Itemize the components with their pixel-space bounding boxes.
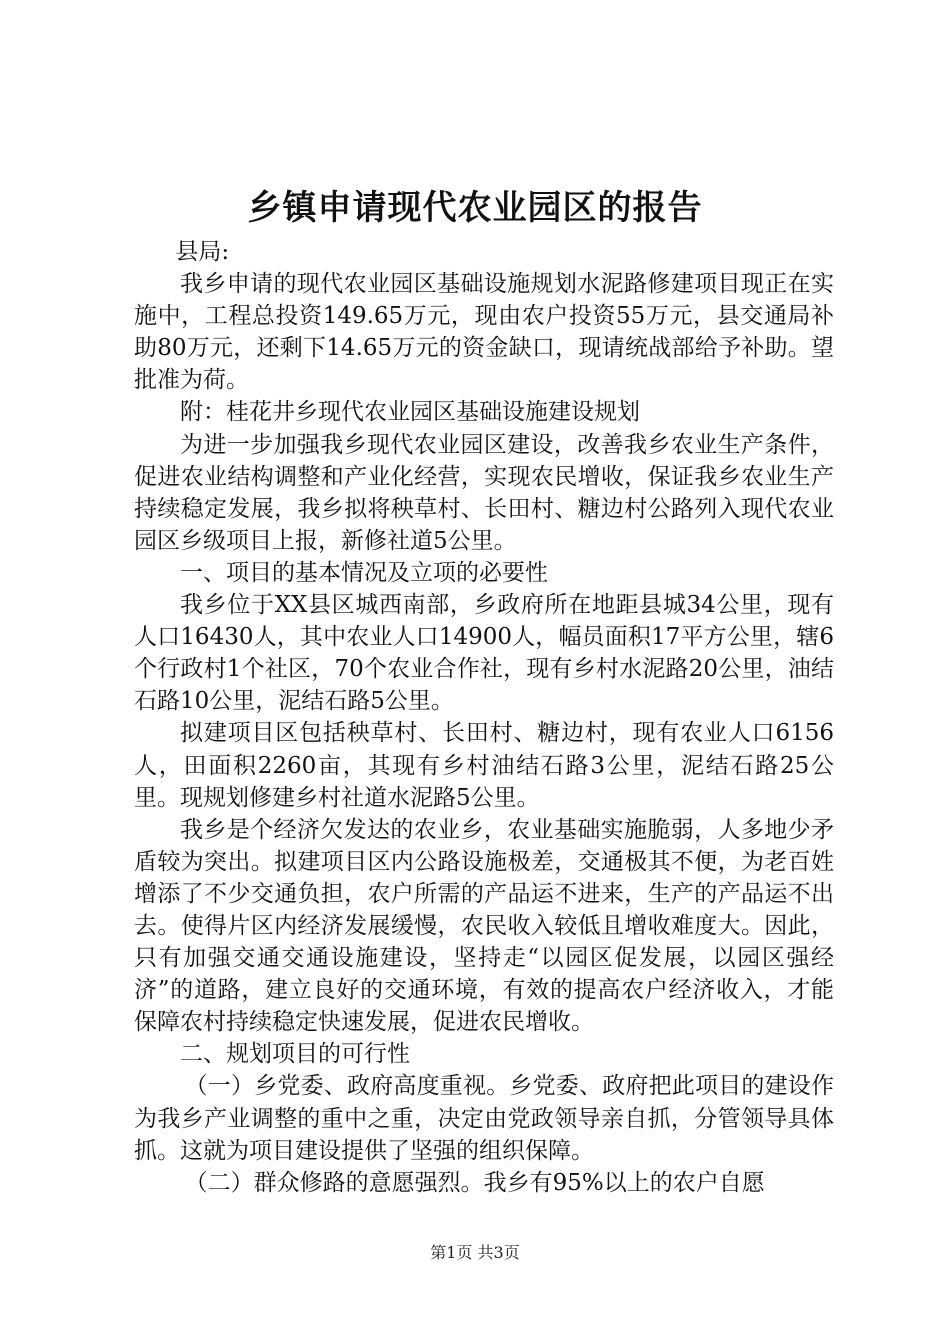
salutation: 县局: xyxy=(175,239,230,265)
section-heading-1: 一、项目的基本情况及立项的必要性 xyxy=(180,559,548,586)
document-body xyxy=(134,236,834,1199)
paragraph-intro: 为进一步加强我乡现代农业园区建设，改善我乡农业生产条件，促进农业结构调整和产业化经营，实现农民增收，保证我乡农业生产持续稳定发展，我乡拟将秧草村、长田村、糖边村公路列入现代农业园区乡级项目上报，新修社道5公里。 xyxy=(134,431,834,554)
paragraph-request: 我乡申请的现代农业园区基础设施规划水泥路修建项目现正在实施中，工程总投资149.65万元，现由农户投资55万元，县交通局补助80万元，还剩下14.65万元的资金缺口，现请统战部给予补助。望批准为荷。 xyxy=(134,271,834,394)
paragraph-feasibility-1: （一）乡党委、政府高度重视。乡党委、政府把此项目的建设作为我乡产业调整的重中之重，决定由党政领导亲自抓，分管领导具体抓。这就为项目建设提供了坚强的组织保障。 xyxy=(134,1073,834,1164)
paragraph-project-area: 拟建项目区包括秧草村、长田村、糖边村，现有农业人口6156人，田面积2260亩，其现有乡村油结石路3公里，泥结石路25公里。现规划修建乡村社道水泥路5公里。 xyxy=(134,720,834,811)
page-footer: 第1页 共3页 xyxy=(430,1243,520,1262)
paragraph-attachment: 附：桂花井乡现代农业园区基础设施建设规划 xyxy=(180,399,640,426)
paragraph-feasibility-2: （二）群众修路的意愿强烈。我乡有95%以上的农户自愿 xyxy=(184,1169,765,1196)
section-heading-2: 二、规划项目的可行性 xyxy=(180,1041,410,1068)
paragraph-basic-info: 我乡位于XX县区城西南部，乡政府所在地距县城34公里，现有人口16430人，其中农业人口14900人，幅员面积17平方公里，辖6个行政村1个社区，70个农业合作社，现有乡村水泥路20公里，油结石路10公里，泥结石路5公里。 xyxy=(134,592,834,715)
document-title: 乡镇申请现代农业园区的报告 xyxy=(247,188,703,228)
paragraph-necessity: 我乡是个经济欠发达的农业乡，农业基础实施脆弱，人多地少矛盾较为突出。拟建项目区内公路设施极差，交通极其不便，为老百姓增添了不少交通负担，农户所需的产品运不进来，生产的产品运不出去。使得片区内经济发展缓慢，农民收入较低且增收难度大。因此，只有加强交通交通设施建设，坚持走“以园区促发展，以园区强经济”的道路，建立良好的交通环境，有效的提高农户经济收入，才能保障农村持续稳定快速发展，促进农民增收。 xyxy=(134,816,834,1036)
